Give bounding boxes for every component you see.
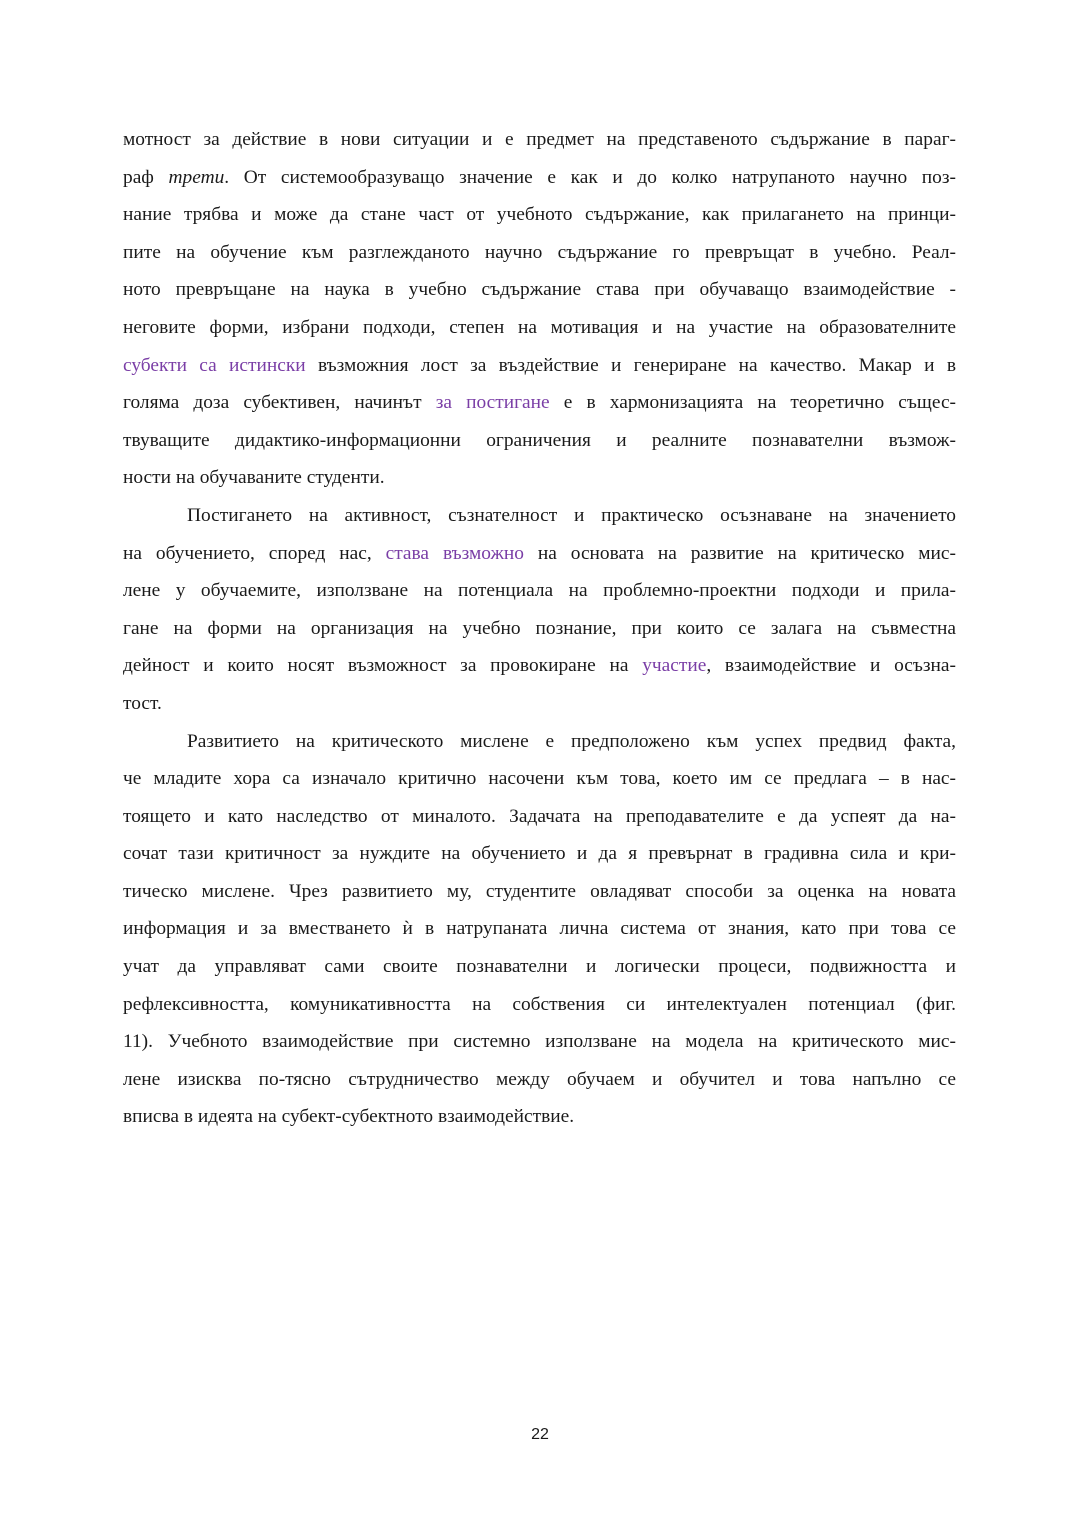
text-line: неговите форми, избрани подходи, степен на мотивация и на участие на образователните	[123, 316, 956, 338]
highlighted-phrase: участие	[642, 655, 707, 677]
text-line: информация и за вместването ѝ в натрупаната лична система от знания, като при това се	[123, 918, 956, 940]
text-line: 11). Учебното взаимодействие при системно използване на модела на критическото мис-	[123, 1031, 956, 1053]
page-number: 22	[531, 1426, 549, 1443]
text-line: нание трябва и може да стане част от учебното съдържание, как прилагането на принци-	[123, 204, 956, 226]
text-line: рефлексивността, комуникативността на собствения си интелектуален потенциал (фиг.	[123, 993, 956, 1015]
text-line: че младите хора са изначало критично насочени към това, което им се предлага – в нас-	[123, 768, 956, 790]
highlighted-phrase: става възможно	[385, 542, 524, 564]
text-line: вписва в идеята на субект-субектното взаимодействие.	[123, 1106, 575, 1128]
text-line: учат да управляват сами своите познавателни и логически процеси, подвижността и	[123, 956, 956, 978]
text-line: пите на обучение към разглежданото научно съдържание го превръщат в учебно. Реал-	[123, 241, 956, 263]
text-line: лене изисква по-тясно сътрудничество между обучаем и обучител и това напълно се	[123, 1068, 956, 1090]
text-line: тоящето и като наследство от миналото. Задачата на преподавателите е да успеят да на-	[123, 805, 956, 827]
text-line: сочат тази критичност за нуждите на обучението и да я превърнат в градивна сила и кри-	[123, 843, 956, 865]
italic-term: трети	[168, 166, 225, 188]
text-line: мотност за действие в нови ситуации и е предмет на представеното съдържание в параг-	[123, 129, 956, 150]
text-line: ности на обучаваните студенти.	[123, 467, 385, 489]
text-line: тост.	[123, 692, 162, 714]
highlighted-phrase: субекти са истински	[123, 354, 306, 376]
text-line: гане на форми на организация на учебно познание, при които се залага на съвместна	[123, 617, 956, 639]
text-line: Развитието на критическото мислене е предположено към успех предвид факта,	[187, 730, 956, 752]
text-line: Постигането на активност, съзнателност и практическо осъзнаване на значението	[187, 504, 956, 526]
text-line: твуващите дидактико-информационни ограничения и реалните познавателни възмож-	[123, 429, 956, 451]
text-line: дейност и които носят възможност за провокиране на участие, взаимодействие и осъзна-	[123, 655, 956, 677]
text-line: на обучението, според нас, става възможно на основата на развитие на критическо мис-	[123, 542, 956, 564]
highlighted-phrase: за постигане	[435, 392, 550, 414]
paragraph	[123, 121, 956, 497]
body-text	[123, 121, 956, 1136]
text-line: лене у обучаемите, използване на потенциала на проблемно-проектни подходи и прила-	[123, 580, 956, 602]
text-line: раф трети. От системообразуващо значение е как и до колко натрупаното научно поз-	[123, 166, 956, 188]
text-line: голяма доза субективен, начинът за постигане е в хармонизацията на теоретично същес-	[123, 392, 957, 414]
text-line: субекти са истински възможния лост за въздействие и генериране на качество. Макар и в	[123, 354, 956, 376]
text-line: ното превръщане на наука в учебно съдържание става при обучаващо взаимодействие -	[123, 279, 956, 301]
paragraph	[123, 497, 956, 723]
paragraph	[123, 723, 956, 1137]
text-line: тическо мислене. Чрез развитието му, студентите овладяват способи за оценка на новата	[123, 880, 956, 902]
